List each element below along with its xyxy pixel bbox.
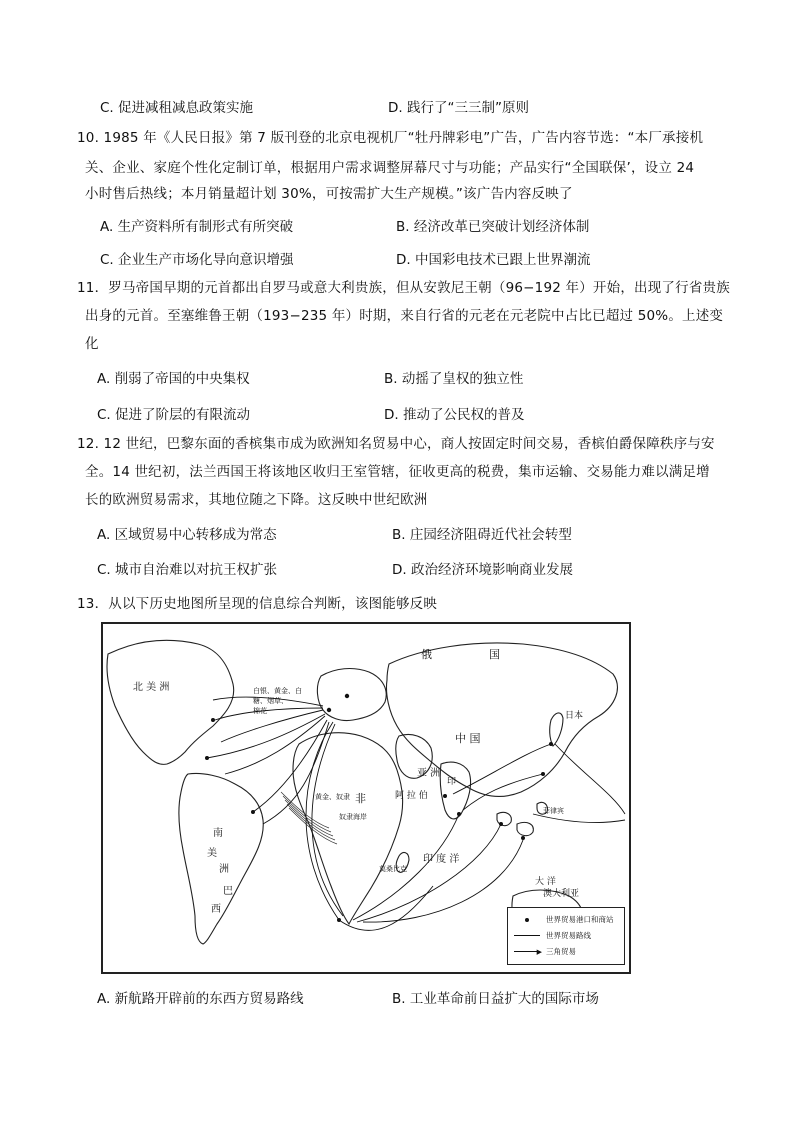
south-america-outline [179,773,263,944]
label-japan: 日本 [565,711,584,721]
india-outline [440,762,470,819]
label-mozambique: 莫桑比克 [379,865,407,873]
africa-outline [293,733,403,924]
q12-option-a: A. 区域贸易中心转移成为常态 [97,527,277,543]
label-philippines: 菲律宾 [543,807,564,815]
label-goods-3: 棉花 [253,707,267,715]
q10-option-a: A. 生产资料所有制形式有所突破 [100,219,294,235]
q10-stem-line-2: 关、企业、家庭个性化定制订单，根据用户需求调整屏幕尺寸与功能；产品实行“全国联保’，设立 24 [85,160,695,176]
q12-option-d: D. 政治经济环境影响商业发展 [392,562,573,578]
label-indian-ocean: 印 度 洋 [423,854,460,865]
label-north-america: 北 美 洲 [133,682,170,693]
q12-option-c: C. 城市自治难以对抗王权扩张 [97,562,278,578]
q11-option-b: B. 动摇了皇权的独立性 [384,371,524,387]
north-america-outline [107,640,234,764]
label-goods-4: 黄金、奴隶 [315,793,350,801]
q11-stem-line-1: 11．罗马帝国早期的元首都出自罗马或意大利贵族，但从安敦尼王朝（96−192 年）开始，出现了行省贵族 [77,280,730,296]
label-south-america-3: 洲 [219,864,229,875]
label-brazil-2: 西 [211,904,221,915]
q10-stem-line-3: 小时售后热线；本月销量超计划 30%，可按需扩大生产规模。”该广告内容反映了 [85,186,573,202]
label-russia-1: 俄 [421,648,432,661]
label-pacific: 大 洋 [535,877,556,887]
q12-stem-line-2: 全。14 世纪初，法兰西国王将该地区收归王室管辖，征收更高的税费，集市运输、交易能力难以满足增 [85,464,710,480]
q9-option-d: D. 践行了“三三制”原则 [388,100,529,116]
label-australia: 澳大利亚 [543,889,580,899]
route-pacific [555,744,625,814]
route-europe-caribbean [207,714,325,758]
label-russia-2: 国 [489,648,500,661]
label-asia: 亚 洲 [417,768,441,779]
europe-outline [317,669,386,721]
label-south-america-1: 南 [213,828,223,839]
label-arabia: 阿 拉 伯 [395,791,428,801]
q12-stem-line-3: 长的欧洲贸易需求，其地位随之下降。这反映中世纪欧洲 [85,492,428,508]
q10-stem-line-1: 10. 1985 年《人民日报》第 7 版刊登的北京电视机厂“牡丹牌彩电”广告，广告内容节选：“本厂承接机 [77,130,704,146]
label-slave-coast: 奴隶海岸 [339,813,367,821]
world-trade-map [101,622,631,974]
legend-port: 世界贸易港口和商站 [514,914,614,925]
label-china: 中 国 [455,732,481,745]
q11-option-d: D. 推动了公民权的普及 [384,407,525,423]
legend-triangle: ▶ 三角贸易 [514,946,576,957]
label-india: 印 [447,777,457,787]
label-goods-1: 白银、黄金、白 [253,687,302,695]
q10-option-d: D. 中国彩电技术已跟上世界潮流 [396,252,591,268]
label-africa: 非 [355,792,366,805]
q11-stem-line-3: 化 [85,336,99,352]
q13-option-a: A. 新航路开辟前的东西方贸易路线 [97,991,304,1007]
map-legend [507,907,625,965]
q11-stem-line-2: 出身的元首。至塞维鲁王朝（193−235 年）时期，来自行省的元老在元老院中占比已超过 50%。上述变 [85,308,724,324]
q11-option-a: A. 削弱了帝国的中央集权 [97,371,250,387]
label-goods-2: 糖、烟草、 [253,697,288,705]
q13-option-b: B. 工业革命前日益扩大的国际市场 [392,991,599,1007]
label-brazil: 巴 [223,886,233,897]
q13-stem-line-1: 13．从以下历史地图所呈现的信息综合判断，该图能够反映 [77,596,438,612]
q10-option-b: B. 经济改革已突破计划经济体制 [396,219,590,235]
q12-stem-line-1: 12. 12 世纪，巴黎东面的香槟集市成为欧洲知名贸易中心，商人按固定时间交易，香槟伯爵保障秩序与安 [77,436,715,452]
japan-outline [550,713,563,746]
q12-option-b: B. 庄园经济阻碍近代社会转型 [392,527,572,543]
q10-option-c: C. 企业生产市场化导向意识增强 [100,252,294,268]
legend-route: 世界贸易路线 [514,930,591,941]
q11-option-c: C. 促进了阶层的有限流动 [97,407,251,423]
q9-option-c: C. 促进减租减息政策实施 [100,100,254,116]
label-south-america-2: 美 [207,848,217,859]
